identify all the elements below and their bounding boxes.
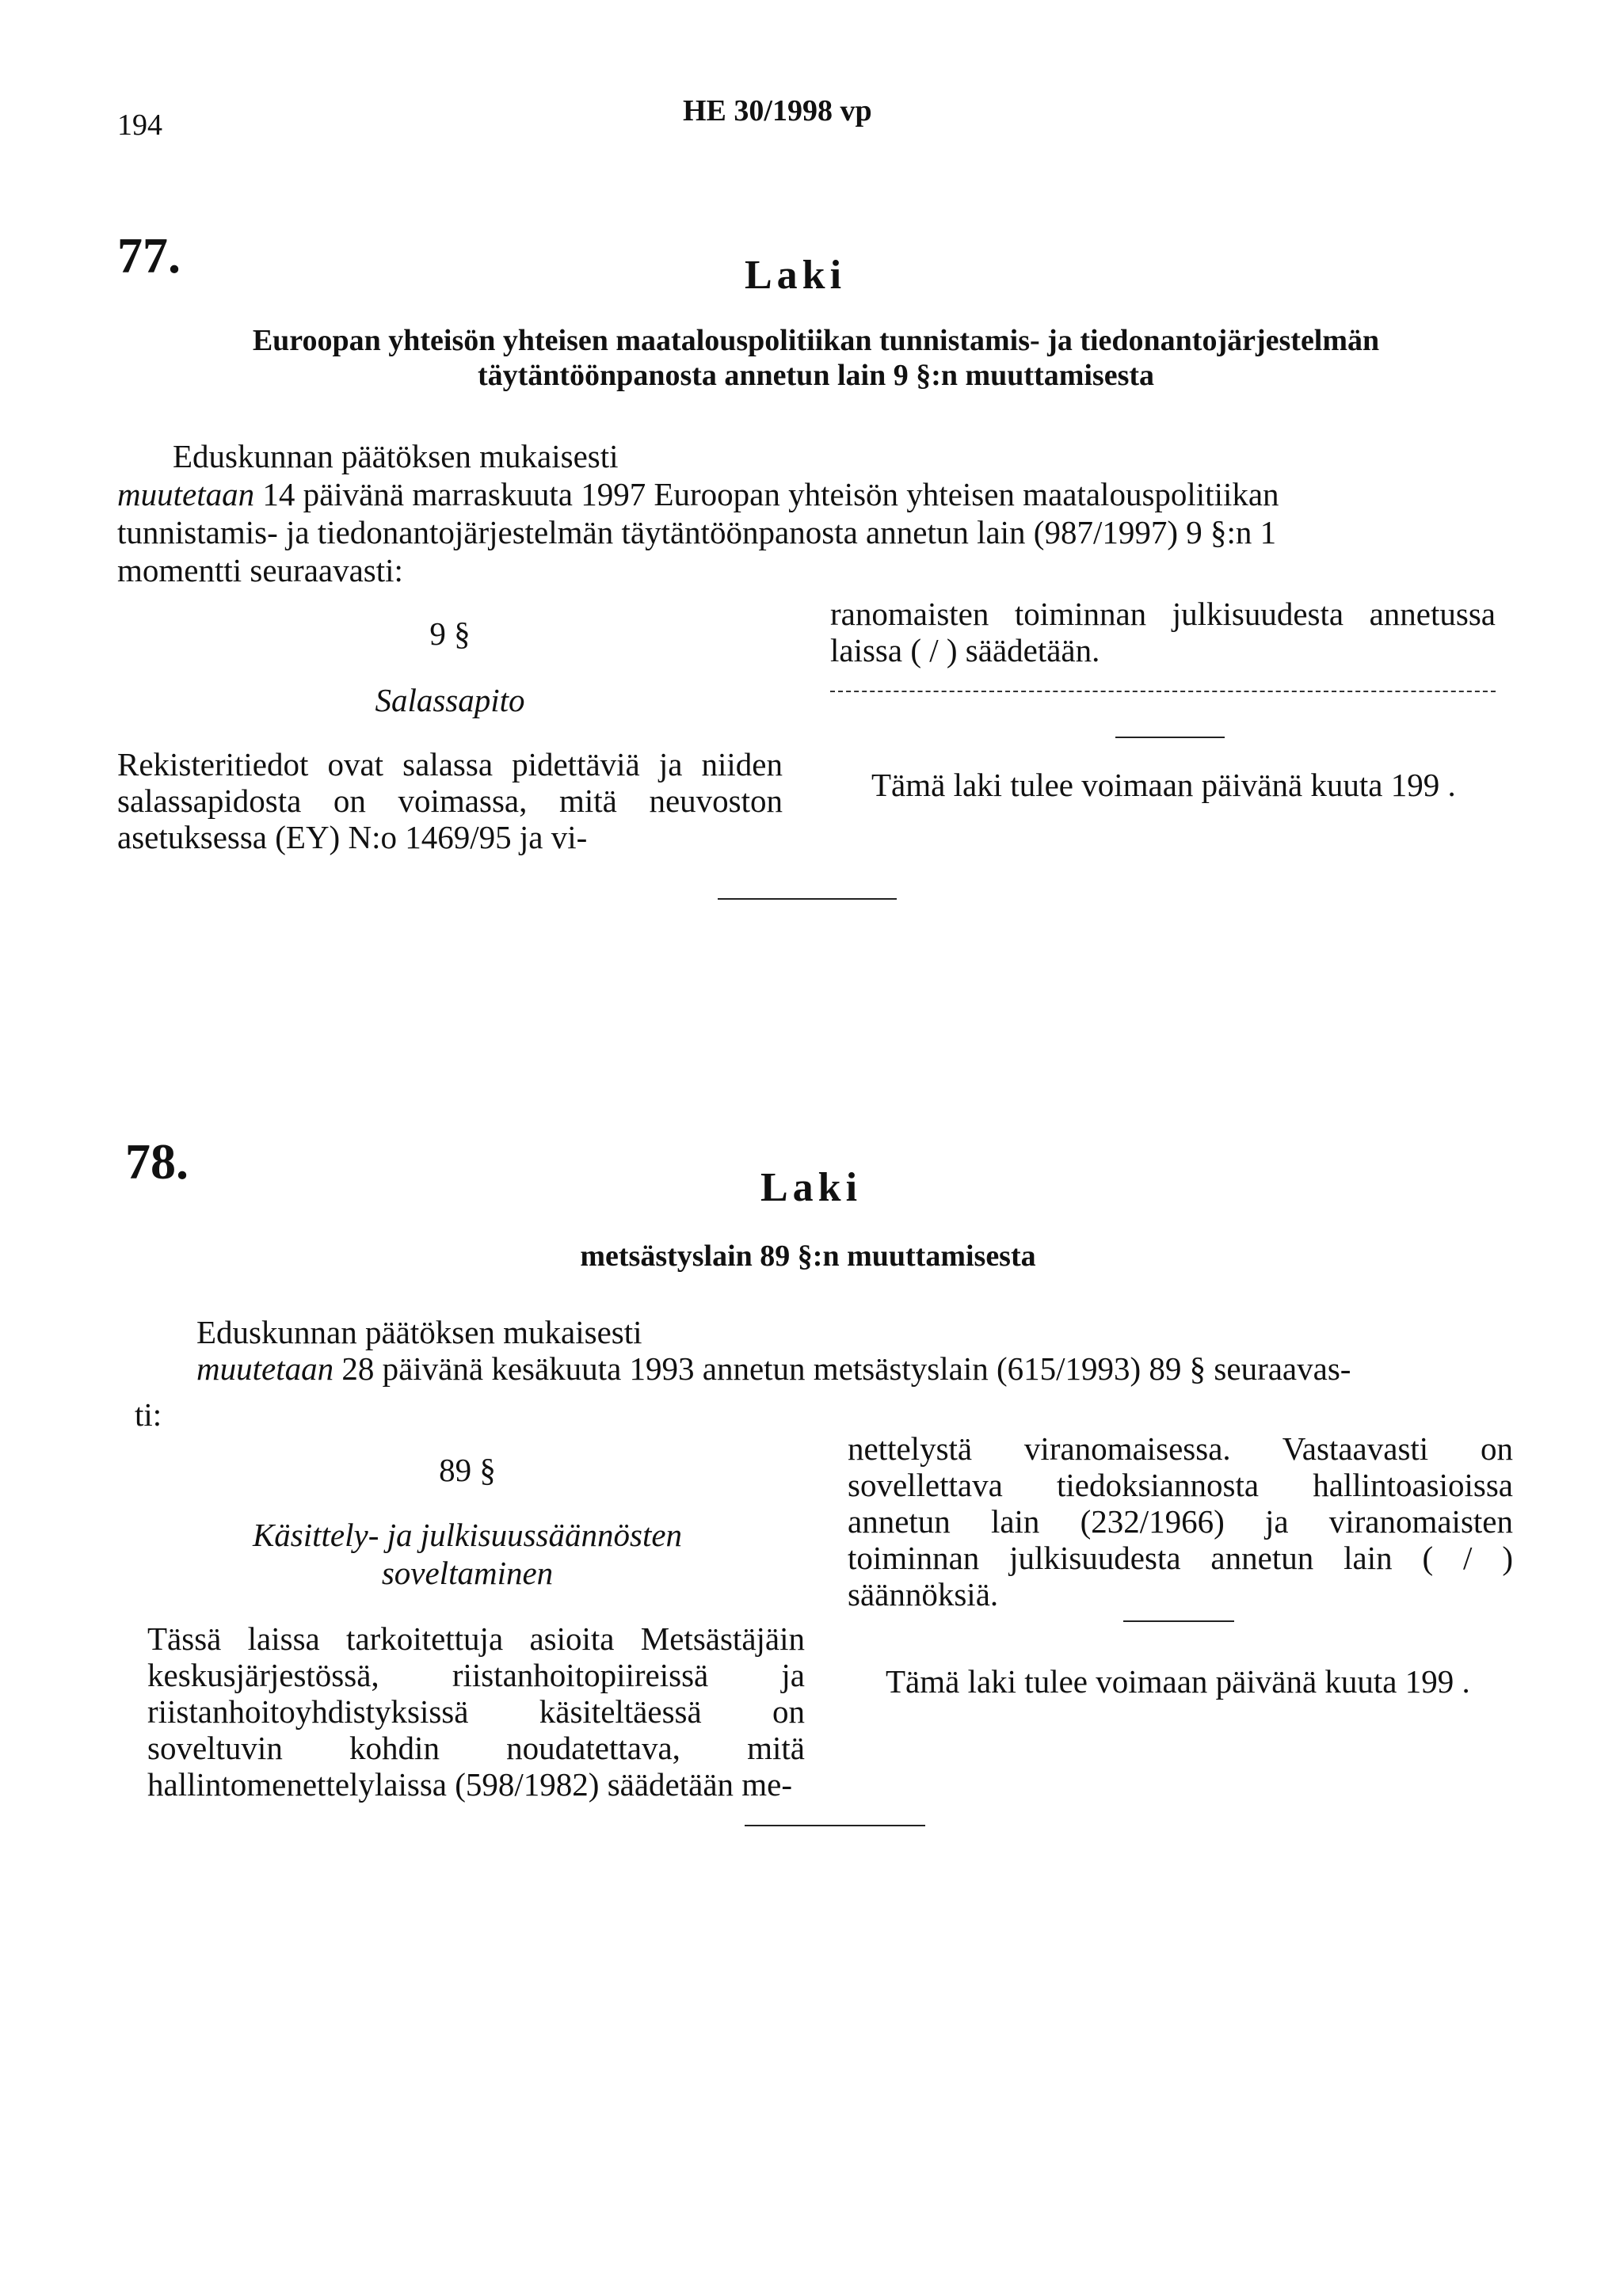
entry-into-force: Tämä laki tulee voimaan päivänä kuuta 199 . [886,1663,1470,1700]
enactment-line-1 [117,475,1279,513]
law-subtitle: metsästyslain 89 §:n muuttamisesta [580,1239,1036,1273]
end-rule [745,1825,925,1826]
enactment-intro: Eduskunnan päätöksen mukaisesti [173,438,619,474]
law-subtitle [151,323,1481,393]
enactment-verb: muutetaan [117,476,255,512]
section-body-right: ranomaisten toiminnan julkisuudesta annetussa laissa ( / ) säädetään. [830,596,1496,668]
section-title-line-2: soveltaminen [381,1555,554,1591]
section-title-line-1: Käsittely- ja julkisuussäännösten [252,1517,683,1553]
section-number: 9 § [429,615,471,652]
section-number: 89 § [439,1452,496,1488]
entry-into-force: Tämä laki tulee voimaan päivänä kuuta 199 . [871,767,1456,803]
law-number: 78. [125,1133,189,1190]
page-number: 194 [117,109,162,142]
document-id: HE 30/1998 vp [683,94,872,128]
section-body-left: Tässä laissa tarkoitettuja asioita Metsästäjäin keskusjärjestössä, riistanhoitopiireissä ja riistanhoitoyhdistyksissä käsiteltäessä on soveltuvin kohdin noudatettava, mitä hallintomenettelylaissa (598/1982) säädetään me- [147,1620,805,1803]
omission-dashes [830,691,1496,692]
enactment-line-3: momentti seuraavasti: [117,552,403,588]
law-subtitle-line-2: täytäntöönpanosta annetun lain 9 §:n muuttamisesta [477,359,1155,392]
end-rule [718,898,897,900]
section-title [135,1516,800,1592]
enactment-verb: muutetaan [196,1350,334,1387]
enactment-intro: Eduskunnan päätöksen mukaisesti [196,1314,642,1350]
short-rule [1115,737,1225,738]
enactment-line-2: tunnistamis- ja tiedonantojärjestelmän täytäntöönpanosta annetun lain (987/1997) 9 §:n 1 [117,514,1277,550]
enactment-line-2: ti: [135,1396,162,1433]
enactment-text: 28 päivänä kesäkuuta 1993 annetun metsästyslain (615/1993) 89 § seuraavas- [333,1350,1351,1387]
section-body-right: nettelystä viranomaisessa. Vastaavasti on sovellettava tiedoksiannosta hallintoasioissa annetun lain (232/1966) ja viranomaisten toiminnan julkisuudesta annetun lain ( / ) säännöksiä. [848,1430,1513,1613]
law-heading: Laki [745,253,847,298]
law-subtitle-line-1: Euroopan yhteisön yhteisen maatalouspolitiikan tunnistamis- ja tiedonantojärjestelmän [252,324,1380,357]
short-rule [1123,1620,1234,1622]
law-number: 77. [117,227,181,284]
law-heading: Laki [760,1165,863,1210]
enactment-line-1 [196,1350,1351,1388]
section-body-left: Rekisteritiedot ovat salassa pidettäviä ja niiden salassapidosta on voimassa, mitä neuvoston asetuksessa (EY) N:o 1469/95 ja vi- [117,746,783,855]
enactment-text: 14 päivänä marraskuuta 1997 Euroopan yhteisön yhteisen maatalouspolitiikan [254,476,1279,512]
section-title: Salassapito [375,682,525,718]
